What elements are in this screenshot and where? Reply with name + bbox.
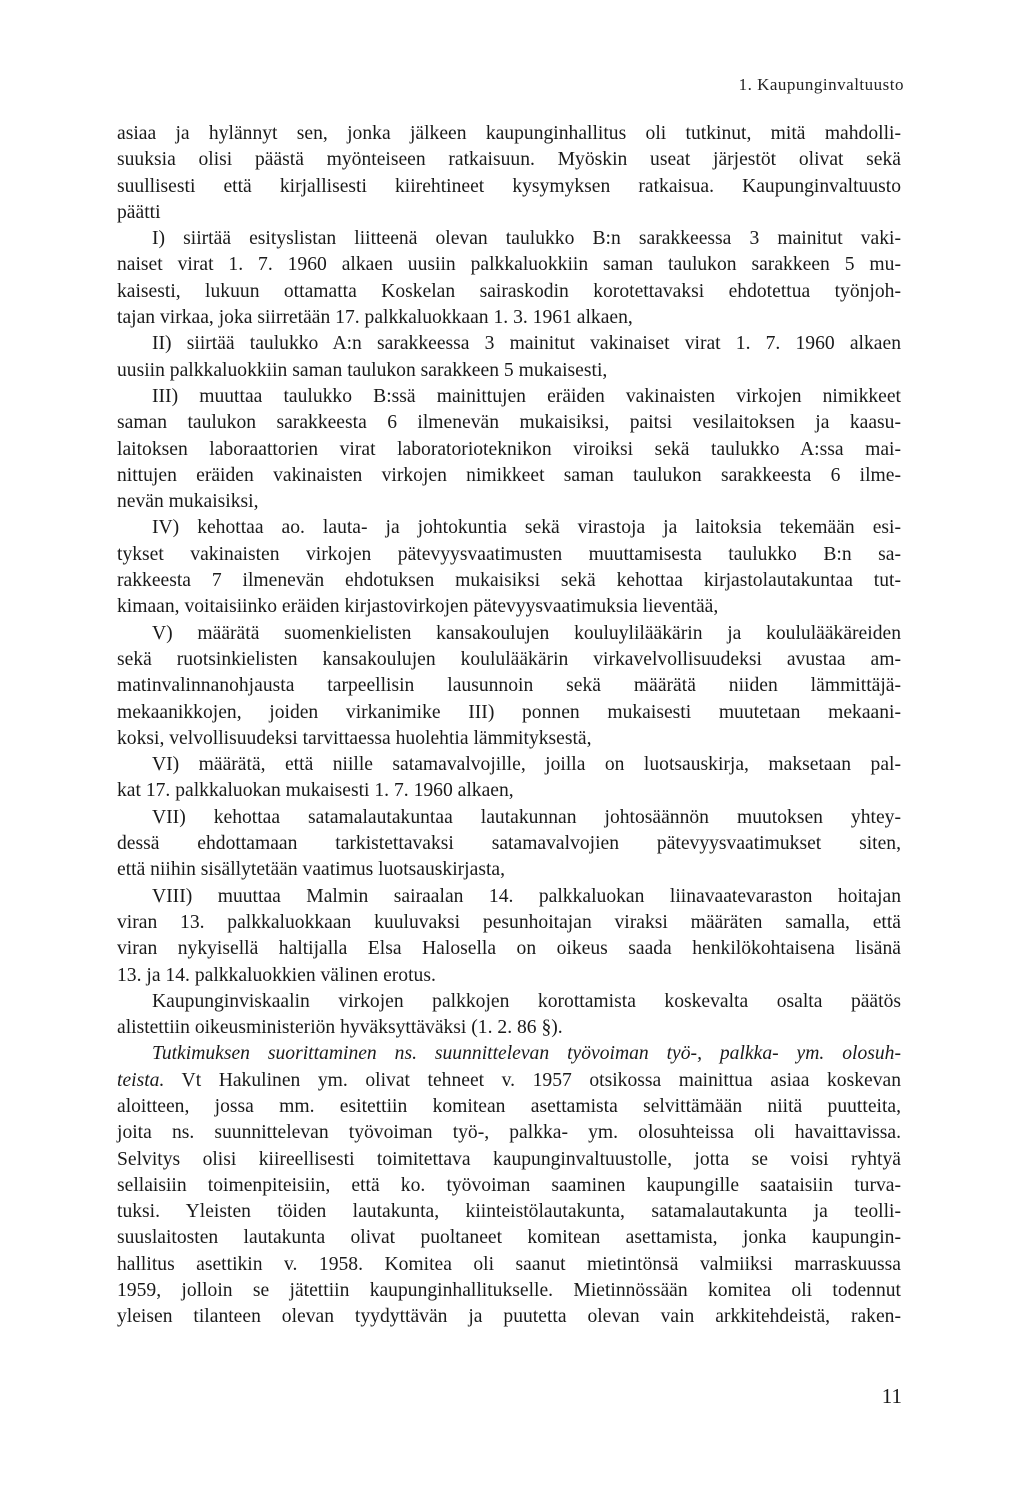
- text-line: [117, 1041, 901, 1067]
- text-line: matinvalinnanohjausta tarpeellisin lausunnoin sekä määrätä niiden lämmittäjä-: [117, 675, 901, 697]
- italic-heading-end: teista.: [117, 1069, 165, 1091]
- text-line: sekä ruotsinkielisten kansakoulujen koululääkärin virkavelvollisuudeksi avustaa am-: [117, 648, 901, 670]
- italic-heading: Tutkimuksen suorittaminen ns. suunnittelevan työvoiman työ-, palkka- ym. olosuh-: [152, 1043, 901, 1065]
- text-line: joita ns. suunnittelevan työvoiman työ-, palkka- ym. olosuhteissa oli havaittavissa.: [117, 1122, 901, 1144]
- text-line: saman taulukon sarakkeesta 6 ilmenevän mukaisiksi, paitsi vesilaitoksen ja kaasu-: [117, 412, 901, 434]
- text-line: alistettiin oikeusministeriön hyväksyttäväksi (1. 2. 86 §).: [117, 1017, 563, 1039]
- text-line: Selvitys olisi kiireellisesti toimitettava kaupunginvaltuustolle, jotta se voisi ryhtyä: [117, 1148, 901, 1170]
- text-line: asiaa ja hylännyt sen, jonka jälkeen kaupunginhallitus oli tutkinut, mitä mahdolli-: [117, 123, 901, 144]
- text-line: VII) kehottaa satamalautakuntaa lautakunnan johtosäännön muutoksen yhtey-: [152, 806, 901, 828]
- text-line: dessä ehdottamaan tarkistettavaksi satamavalvojien pätevyysvaatimukset siten,: [117, 833, 901, 855]
- text-line: suuslaitosten lautakunta olivat puoltaneet komitean asettamista, jonka kaupungin-: [117, 1227, 901, 1249]
- text-line: tajan virkaa, joka siirretään 17. palkkaluokkaan 1. 3. 1961 alkaen,: [117, 307, 633, 329]
- text-line: kaisesti, lukuun ottamatta Koskelan sairaskodin korotettavaksi ehdotettua työnjoh-: [117, 280, 901, 302]
- text-line: suullisesti että kirjallisesti kiirehtineet kysymyksen ratkaisua. Kaupunginvaltuusto: [117, 175, 901, 197]
- text-line: koksi, velvollisuudeksi tarvittaessa huolehtia lämmityksestä,: [117, 727, 592, 749]
- text-line: hallitus asettikin v. 1958. Komitea oli saanut mietintönsä valmiiksi marraskuussa: [117, 1253, 901, 1275]
- text-line: IV) kehottaa ao. lauta- ja johtokuntia sekä virastoja ja laitoksia tekemään esi-: [152, 517, 901, 539]
- text-line: sellaisiin toimenpiteisiin, että ko. työvoiman saaminen kaupungille saataisiin turva-: [117, 1174, 901, 1196]
- text-line: mekaanikkojen, joiden virkanimike III) ponnen mukaisesti muutetaan mekaani-: [117, 701, 901, 723]
- text-line: että niihin sisällytetään vaatimus luotsauskirjasta,: [117, 859, 505, 881]
- text-line: yleisen tilanteen olevan tyydyttävän ja puutetta olevan vain arkkitehdeistä, raken-: [117, 1306, 901, 1328]
- text-line: viran 13. palkkaluokkaan kuuluvaksi pesunhoitajan viraksi määräten samalla, että: [117, 911, 901, 933]
- text-line: naiset virat 1. 7. 1960 alkaen uusiin palkkaluokkiin saman taulukon sarakkeen 5 mu-: [117, 254, 901, 276]
- page-number: 11: [881, 1384, 902, 1408]
- text-line: nittujen eräiden vakinaisten virkojen nimikkeet saman taulukon sarakkeesta 6 ilme-: [117, 464, 901, 486]
- text-line: laitoksen laboraattorien virat laboratorioteknikon viroiksi sekä taulukko A:ssa mai-: [117, 438, 901, 460]
- text-line: Kaupunginviskaalin virkojen palkkojen korottamista koskevalta osalta päätös: [152, 990, 901, 1012]
- text-line: tykset vakinaisten virkojen pätevyysvaatimusten muuttamisesta taulukko B:n sa-: [117, 543, 901, 565]
- text-line: tuksi. Yleisten töiden lautakunta, kiinteistölautakunta, satamalautakunta ja teolli-: [117, 1201, 901, 1223]
- text-line: [117, 1068, 901, 1094]
- text-line: uusiin palkkaluokkiin saman taulukon sarakkeen 5 mukaisesti,: [117, 359, 608, 381]
- text-run: Vt Hakulinen ym. olivat tehneet v. 1957 otsikossa mainittua asiaa koskevan: [164, 1069, 901, 1091]
- text-line: aloitteen, jossa mm. esitettiin komitean asettamista selvittämään niitä puutteita,: [117, 1095, 901, 1117]
- text-line: kimaan, voitaisiinko eräiden kirjastovirkojen pätevyysvaatimuksia lieventää,: [117, 596, 719, 618]
- text-line: nevän mukaisiksi,: [117, 491, 259, 513]
- text-line: 13. ja 14. palkkaluokkien välinen erotus.: [117, 964, 436, 986]
- text-line: I) siirtää esityslistan liitteenä olevan taulukko B:n sarakkeessa 3 mainitut vaki-: [152, 228, 901, 250]
- text-line: viran nykyisellä haltijalla Elsa Halosella on oikeus saada henkilökohtaisena lisänä: [117, 938, 901, 960]
- text-line: II) siirtää taulukko A:n sarakkeessa 3 mainitut vakinaiset virat 1. 7. 1960 alkaen: [152, 333, 901, 355]
- text-line: päätti: [117, 201, 161, 223]
- text-line: kat 17. palkkaluokan mukaisesti 1. 7. 1960 alkaen,: [117, 780, 514, 802]
- text-line: III) muuttaa taulukko B:ssä mainittujen eräiden vakinaisten virkojen nimikkeet: [152, 385, 901, 407]
- body-text: [117, 121, 901, 1331]
- text-line: VIII) muuttaa Malmin sairaalan 14. palkkaluokan liinavaatevaraston hoitajan: [152, 885, 901, 907]
- text-line: 1959, jolloin se jätettiin kaupunginhallitukselle. Mietinnössään komitea oli todennut: [117, 1280, 901, 1302]
- text-line: rakkeesta 7 ilmenevän ehdotuksen mukaisiksi sekä kehottaa kirjastolautakuntaa tut-: [117, 570, 901, 592]
- running-head: 1. Kaupunginvaltuusto: [738, 75, 904, 94]
- text-line: suuksia olisi päästä myönteiseen ratkaisuun. Myöskin useat järjestöt olivat sekä: [117, 149, 901, 171]
- text-line: V) määrätä suomenkielisten kansakoulujen kouluylilääkärin ja koululääkäreiden: [152, 622, 901, 644]
- text-line: VI) määrätä, että niille satamavalvojille, joilla on luotsauskirja, maksetaan pal-: [152, 754, 901, 776]
